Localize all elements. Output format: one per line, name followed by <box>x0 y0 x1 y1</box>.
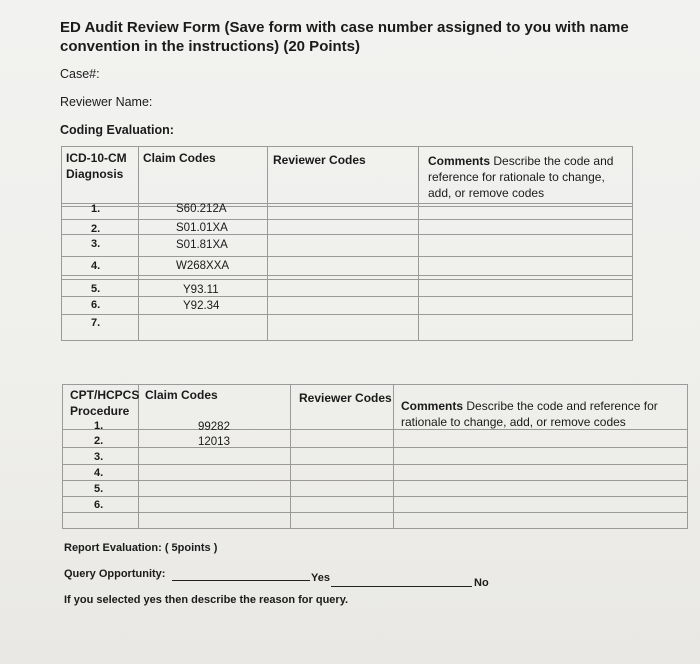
cpt-header-comments: Comments Describe the code and reference for rationale to change, add, or remove codes <box>401 399 658 429</box>
cpt-header-reviewer-codes: Reviewer Codes <box>299 391 392 405</box>
no-option-label: No <box>474 577 489 589</box>
icd-row-number: 1. <box>91 203 101 215</box>
icd-header-comments: Comments Describe the code and reference for rationale to change, add, or remove codes <box>428 154 614 200</box>
icd-claim-code: W268XXA <box>176 260 230 272</box>
cpt-header-claim-codes: Claim Codes <box>145 388 218 402</box>
cpt-claim-code: 99282 <box>198 421 230 433</box>
cpt-claim-code: 12013 <box>198 436 230 448</box>
icd-row-number: 5. <box>91 283 101 295</box>
icd-claim-code: Y93.11 <box>183 284 219 296</box>
yes-option-label: Yes <box>311 572 330 584</box>
cpt-row-number: 1. <box>94 420 104 432</box>
cpt-row-number: 2. <box>94 435 104 447</box>
query-opportunity-label: Query Opportunity: <box>64 568 166 580</box>
icd-claim-code: Y92.34 <box>183 300 220 312</box>
icd-row-number: 4. <box>91 260 101 272</box>
icd-row-number: 7. <box>91 317 101 329</box>
icd-header-claim-codes: Claim Codes <box>143 151 216 165</box>
reviewer-name-label: Reviewer Name: <box>60 95 153 109</box>
form-title: ED Audit Review Form (Save form with case number assigned to you with name convention in the instructions) (20 Points) <box>60 19 629 55</box>
cpt-row-number: 6. <box>94 499 104 511</box>
icd-header-reviewer-codes: Reviewer Codes <box>273 153 366 167</box>
cpt-header-procedure: CPT/HCPCS Procedure <box>70 388 140 418</box>
icd-row-number: 2. <box>91 223 101 235</box>
icd-claim-code: S60.212A <box>176 203 227 215</box>
yes-answer-blank <box>331 586 472 587</box>
cpt-row-number: 4. <box>94 467 104 479</box>
icd-row-number: 3. <box>91 238 101 250</box>
cpt-row-number: 3. <box>94 451 104 463</box>
icd-claim-code: S01.01XA <box>176 222 228 234</box>
icd-row-number: 6. <box>91 299 101 311</box>
case-number-label: Case#: <box>60 67 100 81</box>
cpt-row-number: 5. <box>94 483 104 495</box>
icd-header-diagnosis: ICD-10-CM Diagnosis <box>66 151 127 181</box>
coding-evaluation-label: Coding Evaluation: <box>60 123 174 137</box>
query-opportunity-blank <box>172 580 310 581</box>
query-reason-instruction: If you selected yes then describe the reason for query. <box>64 594 349 606</box>
report-evaluation-label: Report Evaluation: ( 5points ) <box>64 542 218 554</box>
icd-claim-code: S01.81XA <box>176 239 228 251</box>
